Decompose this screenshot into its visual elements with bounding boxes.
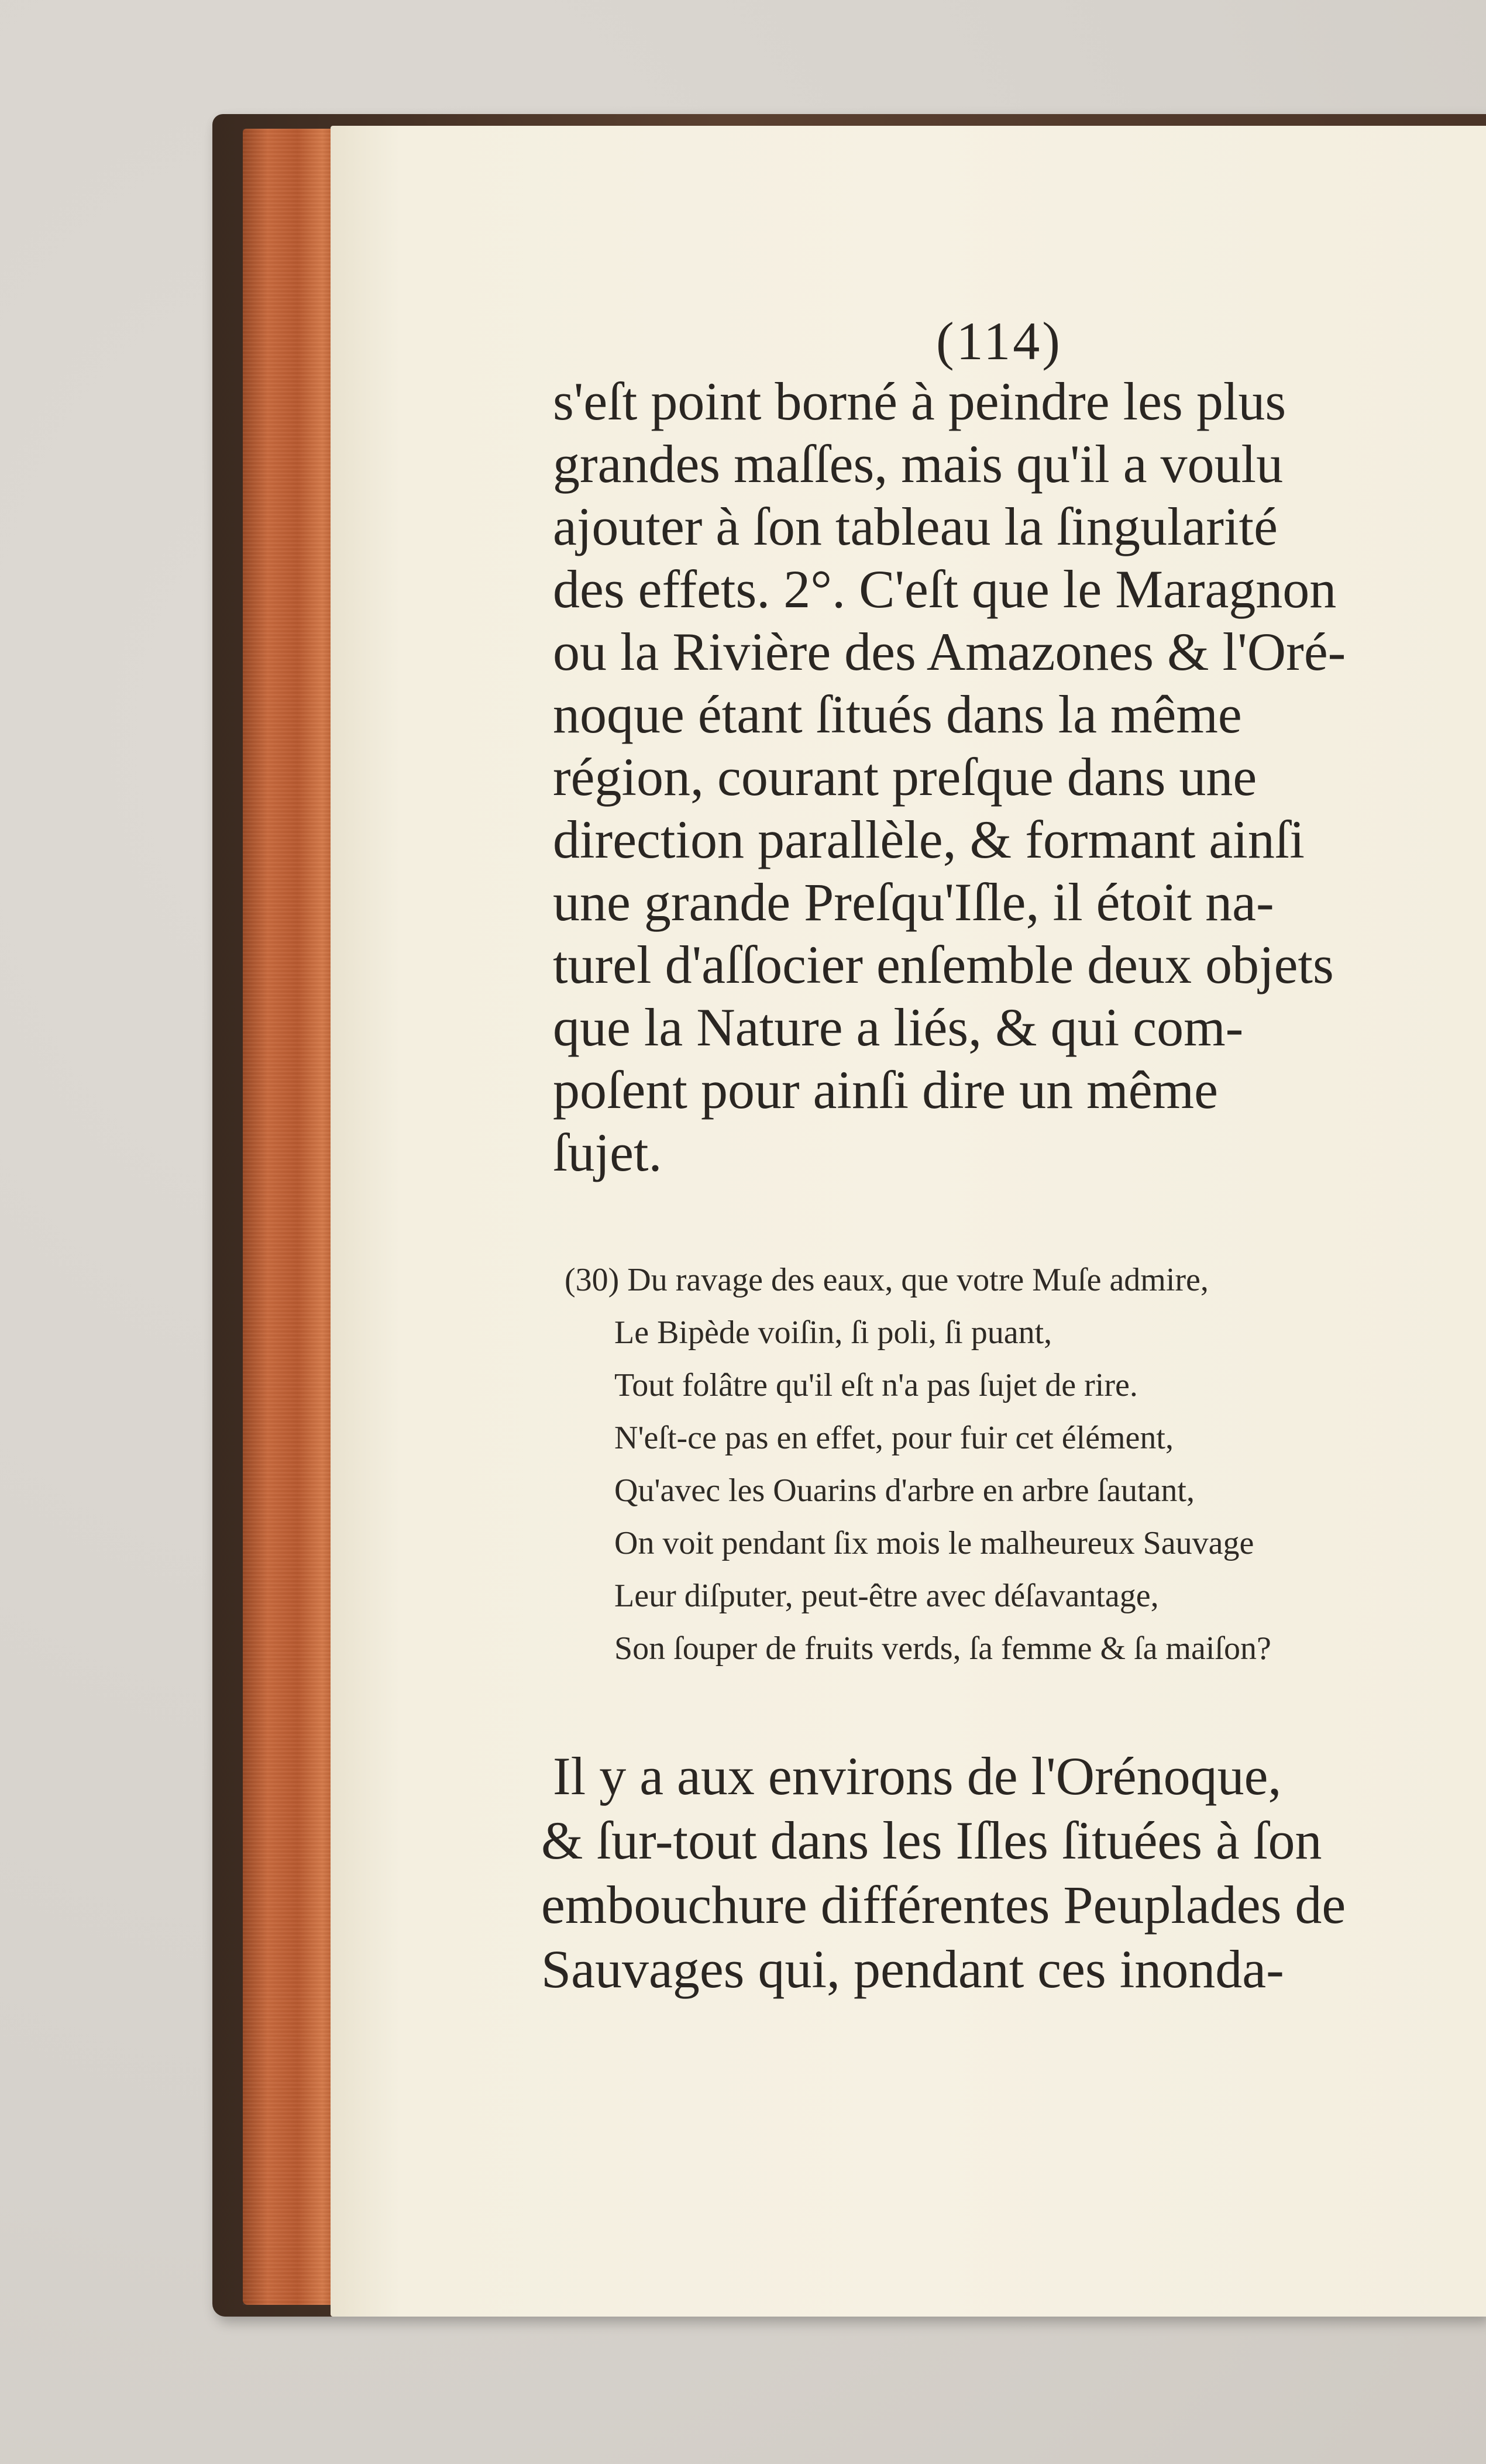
- text-line: Sauvages qui, pendant ces inonda-: [541, 1939, 1284, 1999]
- footnote-line: Le Bipède voiſin, ſi poli, ſi puant,: [614, 1314, 1052, 1351]
- footnote-line: N'eſt-ce pas en effet, pour fuir cet élément,: [614, 1420, 1174, 1456]
- text-line: des effets. 2°. C'eſt que le Maragnon: [553, 559, 1337, 619]
- text-line: poſent pour ainſi dire un même: [553, 1060, 1218, 1120]
- text-line: ajouter à ſon tableau la ſingularité: [553, 497, 1278, 556]
- text-line: direction parallèle, & formant ainſi: [553, 810, 1305, 869]
- text-line: ſujet.: [553, 1123, 662, 1182]
- text-line: s'eſt point borné à peindre les plus: [553, 371, 1287, 431]
- page-number: (114): [936, 311, 1062, 371]
- text-line: Il y a aux environs de l'Orénoque,: [553, 1746, 1282, 1806]
- footnote-line: Qu'avec les Ouarins d'arbre en arbre ſautant,: [614, 1472, 1195, 1509]
- footnote-line: Son ſouper de fruits verds, ſa femme & ſa maiſon?: [614, 1630, 1271, 1667]
- text-line: grandes maſſes, mais qu'il a voulu: [553, 434, 1284, 494]
- page-edges: [243, 129, 342, 2305]
- text-line: ou la Rivière des Amazones & l'Oré-: [553, 622, 1346, 682]
- footnote-line: Tout folâtre qu'il eſt n'a pas ſujet de rire.: [614, 1367, 1138, 1403]
- footnote-line: (30) Du ravage des eaux, que votre Muſe admire,: [565, 1262, 1209, 1298]
- text-line: région, courant preſque dans une: [553, 747, 1257, 807]
- text-line: turel d'aſſocier enſemble deux objets: [553, 935, 1334, 994]
- footnote-line: Leur diſputer, peut-être avec déſavantage,: [614, 1578, 1159, 1614]
- text-line: & ſur-tout dans les Iſles ſituées à ſon: [541, 1811, 1322, 1870]
- text-line: une grande Preſqu'Iſle, il étoit na-: [553, 872, 1274, 932]
- text-line: noque étant ſitués dans la même: [553, 684, 1242, 744]
- text-line: que la Nature a liés, & qui com-: [553, 997, 1244, 1057]
- text-line: embouchure différentes Peuplades de: [541, 1875, 1346, 1935]
- footnote-line: On voit pendant ſix mois le malheureux Sauvage: [614, 1525, 1254, 1561]
